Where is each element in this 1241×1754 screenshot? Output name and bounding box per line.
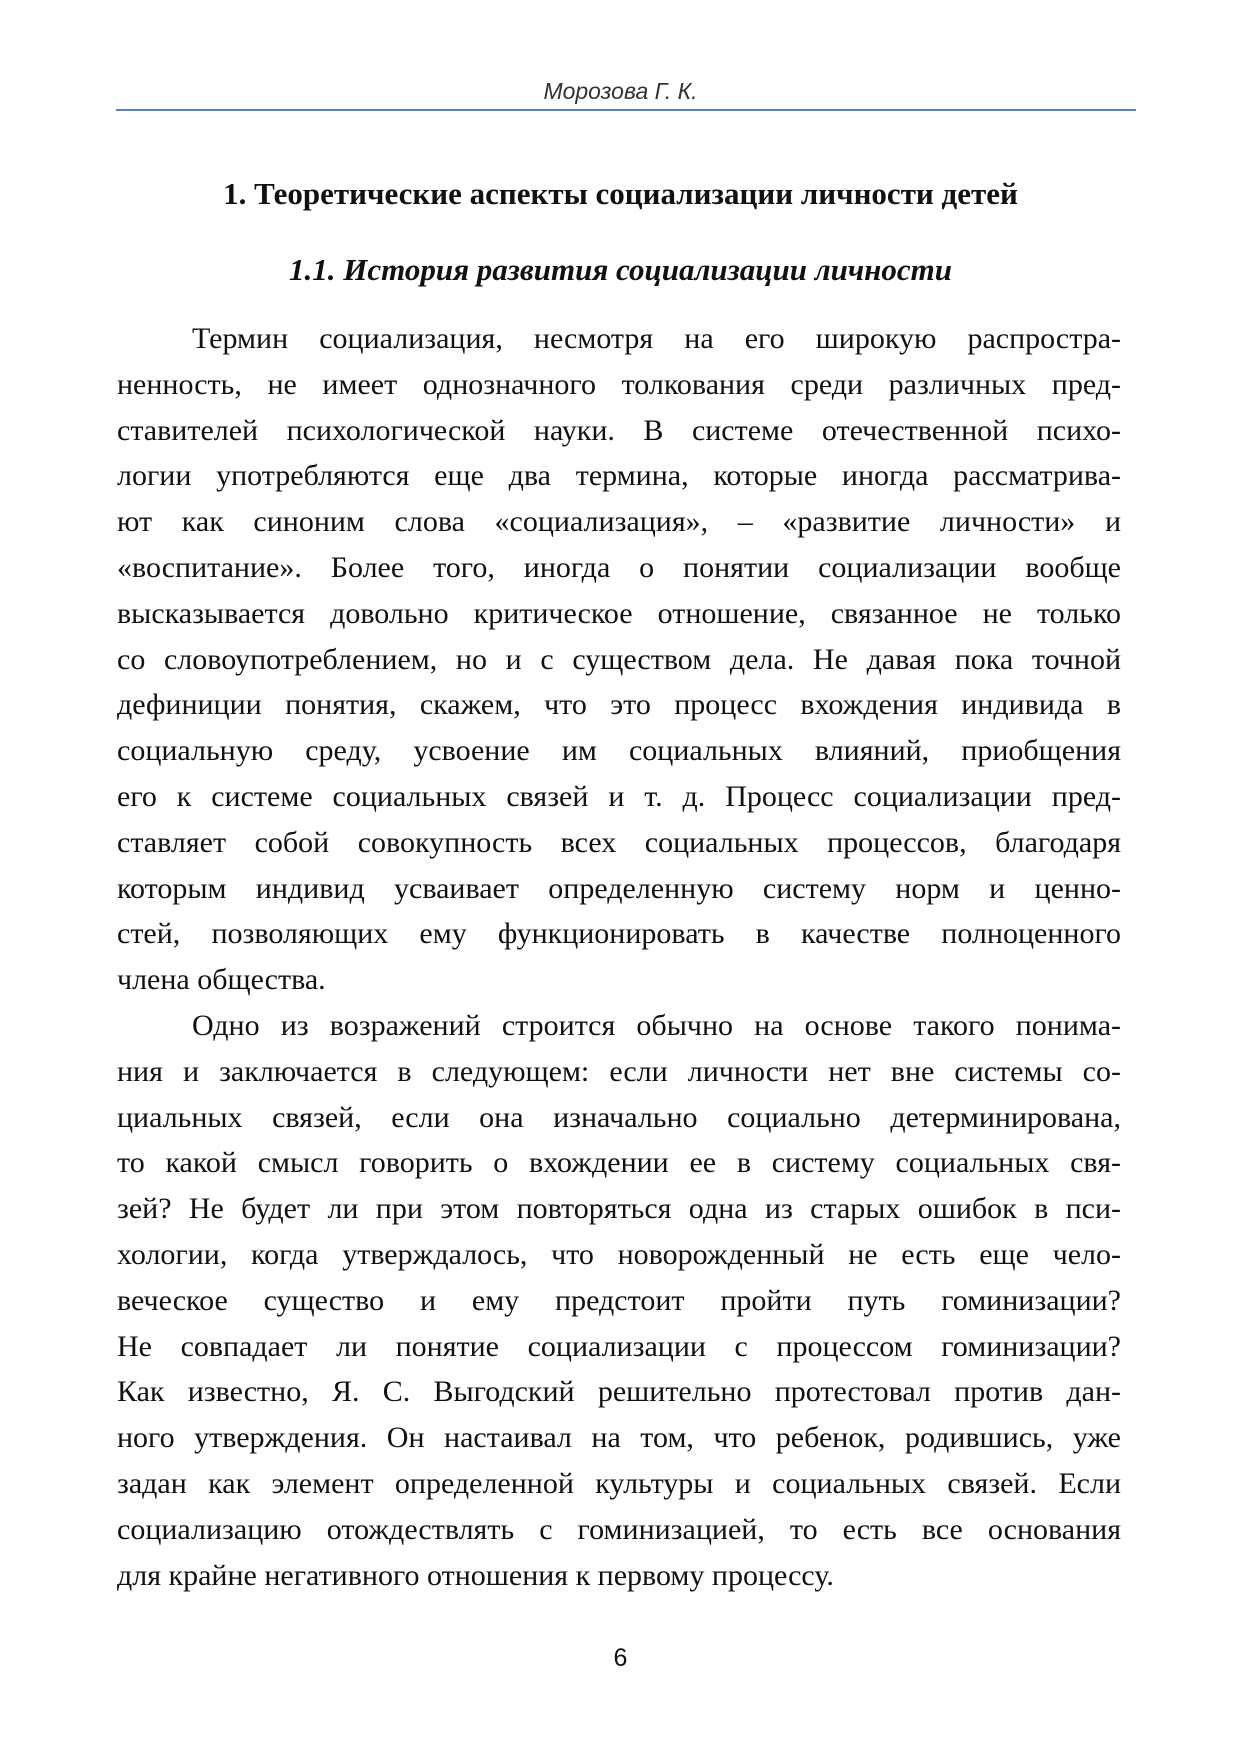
- text-line: социальную среду, усвоение им социальных влияний, приобщения: [117, 734, 1121, 768]
- text-line: Как известно, Я. С. Выгодский решительно протестовал против дан-: [117, 1375, 1121, 1409]
- text-line: Одно из возражений строится обычно на основе такого понима-: [192, 1008, 1121, 1042]
- text-line: его к системе социальных связей и т. д. Процесс социализации пред-: [117, 779, 1121, 813]
- text-line: ного утверждения. Он настаивал на том, что ребенок, родившись, уже: [117, 1421, 1121, 1455]
- section-heading: 1.1. История развития социализации личности: [289, 252, 952, 287]
- text-line: хологии, когда утверждалось, что новорожденный не есть еще чело-: [117, 1237, 1121, 1271]
- chapter-heading: 1. Теоретические аспекты социализации личности детей: [223, 176, 1018, 211]
- text-line: дефиниции понятия, скажем, что это процесс вхождения индивида в: [117, 688, 1121, 722]
- text-line: социализацию отождествлять с гоминизацией, то есть все основания: [117, 1512, 1121, 1546]
- text-line: логии употребляются еще два термина, которые иногда рассматрива-: [117, 459, 1121, 493]
- text-line: веческое существо и ему предстоит пройти путь гоминизации?: [117, 1283, 1121, 1317]
- page-number: 6: [613, 1644, 628, 1672]
- text-line: высказывается довольно критическое отношение, связанное не только: [117, 596, 1121, 630]
- text-line: члена общества.: [117, 963, 326, 997]
- paragraph: [117, 1003, 1121, 1598]
- header-rule: [116, 109, 1136, 111]
- text-line: которым индивид усваивает определенную систему норм и ценно-: [117, 871, 1121, 905]
- text-line: задан как элемент определенной культуры и социальных связей. Если: [117, 1466, 1121, 1500]
- text-line: со словоупотреблением, но и с существом дела. Не давая пока точной: [117, 642, 1121, 676]
- text-line: циальных связей, если она изначально социально детерминирована,: [117, 1100, 1121, 1134]
- text-line: ют как синоним слова «социализация», – «развитие личности» и: [117, 505, 1121, 539]
- text-line: стей, позволяющих ему функционировать в качестве полноценного: [117, 917, 1121, 951]
- text-line: Не совпадает ли понятие социализации с процессом гоминизации?: [117, 1329, 1121, 1363]
- paragraph: [117, 316, 1121, 1003]
- text-line: то какой смысл говорить о вхождении ее в систему социальных свя-: [117, 1146, 1121, 1180]
- text-line: зей? Не будет ли при этом повторяться одна из старых ошибок в пси-: [117, 1192, 1121, 1226]
- text-line: для крайне негативного отношения к первому процессу.: [117, 1558, 834, 1592]
- text-line: ставляет собой совокупность всех социальных процессов, благодаря: [117, 825, 1121, 859]
- text-line: Термин социализация, несмотря на его широкую распростра-: [192, 322, 1121, 355]
- running-head: Морозова Г. К.: [543, 78, 698, 104]
- text-line: ставителей психологической науки. В системе отечественной психо-: [117, 413, 1121, 447]
- text-line: ния и заключается в следующем: если личности нет вне системы со-: [117, 1054, 1121, 1088]
- text-line: «воспитание». Более того, иногда о понятии социализации вообще: [117, 550, 1121, 584]
- text-line: ненность, не имеет однозначного толкования среди различных пред-: [117, 367, 1121, 401]
- body-text: [117, 316, 1121, 1598]
